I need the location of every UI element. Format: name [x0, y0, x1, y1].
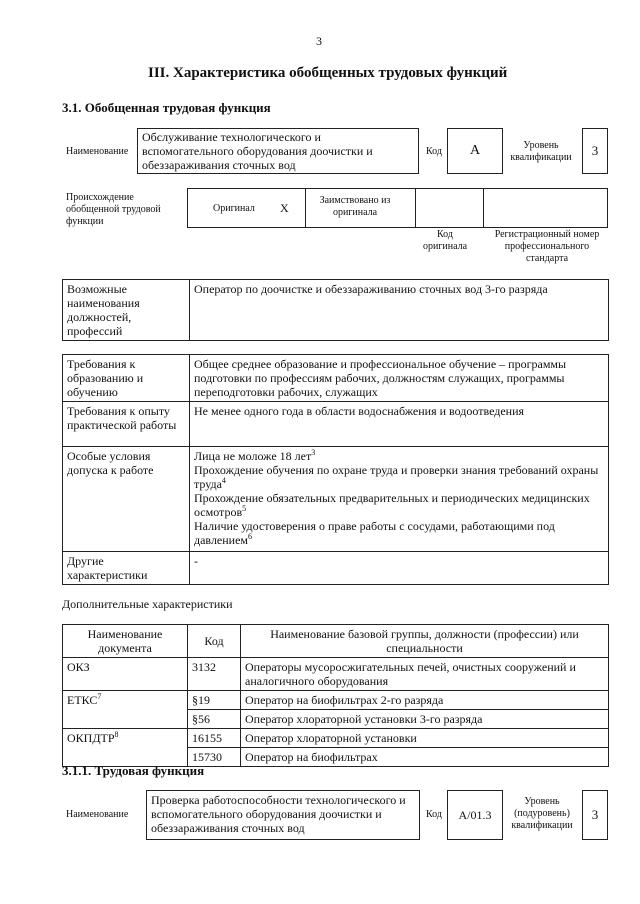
experience-value: Не менее одного года в области водоснабжения и водоотведения [190, 402, 609, 447]
etks-code: §19 [188, 691, 241, 710]
gtf-level-label: Уровень квалификации [510, 140, 572, 163]
tf-level-value: 3 [582, 790, 608, 840]
gtf-code-label: Код [426, 146, 442, 157]
etks-code: §56 [188, 710, 241, 729]
col-doc-header: Наименование документа [63, 625, 188, 658]
okpdtr-name: Оператор на биофильтрах [241, 748, 609, 767]
page-number: 3 [316, 34, 322, 48]
okpdtr-code: 16155 [188, 729, 241, 748]
origin-borrowed: Заимствовано из оригинала [319, 195, 391, 218]
section-title: III. Характеристика обобщенных трудовых функций [148, 65, 508, 81]
condition-item: Лица не моложе 18 лет$^3$ [194, 448, 316, 463]
tf-name-value: Проверка работоспособности технологического и вспомогательного оборудования доочистки и обеззараживания сточных вод [146, 790, 420, 840]
other-label: Другие характеристики [63, 552, 190, 585]
experience-label: Требования к опыту практической работы [63, 402, 190, 447]
tf-name-label: Наименование [66, 809, 129, 820]
gtf-level-value: 3 [582, 128, 608, 174]
additional-heading: Дополнительные характеристики [62, 597, 233, 611]
positions-table [62, 279, 609, 341]
origin-mark: X [280, 201, 289, 215]
requirements-table [62, 354, 609, 585]
tf-code-label: Код [426, 809, 442, 820]
other-value: - [190, 552, 609, 585]
tf-heading: 3.1.1. Трудовая функция [62, 763, 205, 778]
origin-code-caption: Код оригинала [422, 229, 468, 252]
okz-code: 3132 [188, 658, 241, 691]
okz-doc: ОКЗ [63, 658, 188, 691]
okpdtr-name: Оператор хлораторной установки [241, 729, 609, 748]
okpdtr-doc: ОКПДТР$^8$ [63, 729, 188, 767]
okpdtr-code: 15730 [188, 748, 241, 767]
condition-item: Прохождение обучения по охране труда и проверки знания требований охраны труда$^4$ [194, 463, 599, 491]
etks-name: Оператор хлораторной установки 3-го разряда [241, 710, 609, 729]
col-name-header: Наименование базовой группы, должности (профессии) или специальности [241, 625, 609, 658]
additional-table [62, 624, 609, 767]
origin-reg-caption: Регистрационный номер профессионального стандарта [494, 229, 600, 264]
gtf-code-value: А [447, 128, 503, 174]
gtf-name-label: Наименование [66, 146, 129, 157]
etks-doc: ЕТКС$^7$ [63, 691, 188, 729]
condition-item: Прохождение обязательных предварительных и периодических медицинских осмотров$^5$ [194, 491, 590, 519]
conditions-list [190, 447, 609, 552]
okz-name: Операторы мусоросжигательных печей, очистных сооружений и аналогичного оборудования [241, 658, 609, 691]
etks-name: Оператор на биофильтрах 2-го разряда [241, 691, 609, 710]
positions-label: Возможные наименования должностей, профессий [63, 280, 190, 341]
origin-label: Происхождение обобщенной трудовой функции [66, 192, 161, 227]
tf-level-label: Уровень (подуровень) квалификации [511, 796, 573, 831]
positions-value: Оператор по доочистке и обеззараживанию сточных вод 3-го разряда [190, 280, 609, 341]
gtf-heading: 3.1. Обобщенная трудовая функция [62, 100, 271, 115]
origin-original: Оригинал [213, 203, 255, 214]
education-value: Общее среднее образование и профессиональное обучение – программы подготовки по профессиям рабочих, должностям служащих, программы переподготовки рабочих, служащих [190, 355, 609, 402]
tf-code-value: А/01.3 [447, 790, 503, 840]
education-label: Требования к образованию и обучению [63, 355, 190, 402]
col-code-header: Код [188, 625, 241, 658]
condition-item: Наличие удостоверения о праве работы с сосудами, работающими под давлением$^6$ [194, 519, 555, 547]
gtf-name-value: Обслуживание технологического и вспомогательного оборудования доочистки и обеззараживания сточных вод [137, 128, 419, 174]
conditions-label: Особые условия допуска к работе [63, 447, 190, 552]
